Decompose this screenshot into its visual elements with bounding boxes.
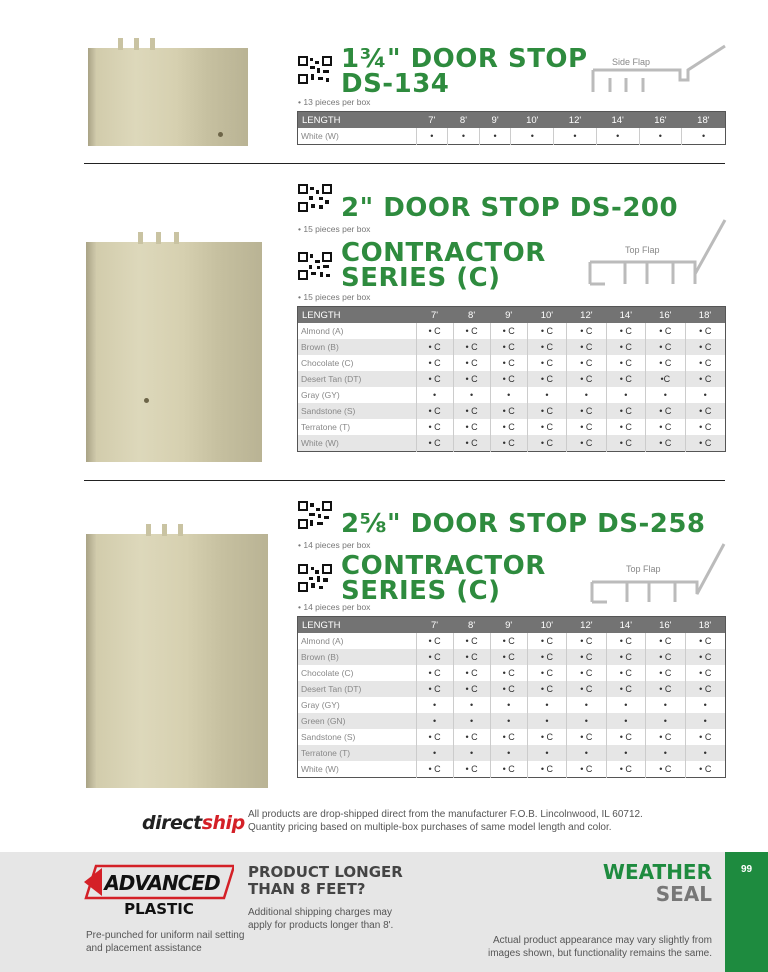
table-cell: • C	[453, 339, 490, 355]
qr-code-icon[interactable]	[298, 184, 332, 212]
table-cell: •	[527, 697, 566, 713]
logo-text: ship	[201, 812, 245, 834]
diagram-label: Side Flap	[612, 57, 651, 67]
table-cell: • C	[453, 355, 490, 371]
table-cell: • C	[527, 649, 566, 665]
table-cell: •	[682, 128, 726, 145]
column-header: 9'	[479, 112, 511, 129]
table-cell: • C	[646, 403, 685, 419]
table-cell: • C	[567, 339, 606, 355]
table-cell: • C	[490, 729, 527, 745]
table-cell: •	[567, 387, 606, 403]
table-cell: • C	[606, 371, 645, 387]
table-cell: •	[490, 697, 527, 713]
table-cell: •	[606, 713, 645, 729]
table-cell: •	[527, 387, 566, 403]
table-cell: •	[567, 697, 606, 713]
product-title	[341, 44, 588, 99]
table-cell: • C	[606, 761, 645, 778]
table-cell: • C	[606, 665, 645, 681]
title-line: SERIES (C)	[341, 576, 501, 606]
column-header: 10'	[527, 617, 566, 634]
table-cell: •	[416, 387, 453, 403]
page-number: 99	[740, 864, 753, 875]
profile-diagram-side-flap	[588, 42, 728, 96]
row-label: Desert Tan (DT)	[298, 371, 417, 387]
series-title	[341, 551, 546, 606]
table-cell: • C	[685, 419, 726, 435]
table-row	[298, 633, 726, 649]
table-cell: • C	[490, 419, 527, 435]
column-header: 12'	[567, 617, 606, 634]
table-cell: •	[567, 713, 606, 729]
row-label: Chocolate (C)	[301, 668, 354, 678]
table-cell: • C	[416, 665, 453, 681]
qr-code-icon[interactable]	[298, 56, 332, 84]
table-cell: • C	[416, 729, 453, 745]
column-header: 8'	[448, 112, 480, 129]
column-header: 9'	[490, 617, 527, 634]
table-row	[298, 681, 726, 697]
product-photo-ds-200	[86, 242, 262, 462]
section-divider	[84, 163, 725, 164]
table-cell: • C	[567, 761, 606, 778]
box-quantity-note: • 14 pieces per box	[298, 540, 371, 550]
table-cell: • C	[646, 435, 685, 452]
table-cell: •	[685, 713, 726, 729]
table-cell: • C	[416, 355, 453, 371]
table-cell: •	[646, 387, 685, 403]
title-line: CONTRACTOR	[341, 551, 546, 581]
table-cell: • C	[606, 729, 645, 745]
table-cell: • C	[567, 729, 606, 745]
table-cell: • C	[646, 355, 685, 371]
table-cell: •	[479, 128, 511, 145]
column-header: 8'	[453, 307, 490, 324]
table-cell: • C	[416, 339, 453, 355]
table-row	[298, 665, 726, 681]
table-cell: • C	[527, 355, 566, 371]
table-row	[298, 128, 726, 145]
profile-diagram-top-flap	[585, 218, 730, 290]
column-header: LENGTH	[298, 112, 417, 129]
table-cell: • C	[685, 435, 726, 452]
advanced-plastic-logo	[84, 862, 234, 920]
column-header: 16'	[639, 112, 682, 129]
row-label: White (W)	[298, 435, 417, 452]
table-row	[298, 745, 726, 761]
table-cell: • C	[490, 403, 527, 419]
row-label: Sandstone (S)	[298, 403, 417, 419]
table-cell: • C	[416, 419, 453, 435]
title-line: DS-134	[341, 69, 450, 99]
table-cell: • C	[490, 665, 527, 681]
table-cell: • C	[606, 649, 645, 665]
table-cell: • C	[646, 681, 685, 697]
table-cell: • C	[416, 403, 453, 419]
table-cell: •	[453, 745, 490, 761]
table-row	[298, 761, 726, 778]
table-row	[298, 713, 726, 729]
table-cell: • C	[646, 729, 685, 745]
table-cell: • C	[685, 681, 726, 697]
table-cell: • C	[453, 633, 490, 649]
column-header: 14'	[606, 617, 645, 634]
table-cell: • C	[453, 681, 490, 697]
table-cell: • C	[685, 403, 726, 419]
table-header-row	[298, 617, 726, 634]
row-label: Sandstone (S)	[301, 732, 356, 742]
table-cell: • C	[685, 339, 726, 355]
table-body	[298, 323, 726, 452]
row-label: Almond (A)	[301, 326, 344, 336]
box-quantity-note: • 15 pieces per box	[298, 292, 371, 302]
table-cell: • C	[490, 355, 527, 371]
table-cell: •	[490, 713, 527, 729]
series-title	[341, 238, 546, 293]
column-header: 12'	[554, 112, 597, 129]
disclaimer-text: Actual product appearance may vary slightly from images shown, but functionality remains the same.	[488, 935, 712, 959]
category-title	[560, 861, 712, 905]
table-cell: • C	[567, 371, 606, 387]
table-cell: •	[606, 697, 645, 713]
table-cell: • C	[453, 371, 490, 387]
table-cell: •	[646, 713, 685, 729]
column-header: 18'	[682, 112, 726, 129]
column-header: 16'	[646, 307, 685, 324]
table-cell: • C	[527, 403, 566, 419]
row-label: Gray (GY)	[301, 390, 340, 400]
diagram-label: Top Flap	[625, 245, 660, 255]
table-cell: •	[453, 387, 490, 403]
table-cell: • C	[490, 339, 527, 355]
table-cell: • C	[606, 323, 645, 339]
column-header: 8'	[453, 617, 490, 634]
table-cell: • C	[527, 633, 566, 649]
table-cell: • C	[685, 761, 726, 778]
table-cell: • C	[567, 633, 606, 649]
spec-table-ds-134	[297, 111, 726, 145]
table-cell: • C	[416, 761, 453, 778]
table-cell: •	[554, 128, 597, 145]
brand-name: PLASTIC	[124, 900, 194, 918]
row-label: Chocolate (C)	[301, 358, 354, 368]
table-cell: •	[606, 745, 645, 761]
column-header: 10'	[527, 307, 566, 324]
table-cell: • C	[490, 649, 527, 665]
category-line: SEAL	[655, 882, 712, 906]
table-cell: • C	[606, 419, 645, 435]
table-cell: • C	[453, 649, 490, 665]
table-cell: •	[416, 697, 453, 713]
table-row	[298, 435, 726, 452]
column-header: 18'	[685, 307, 726, 324]
table-cell: • C	[416, 371, 453, 387]
title-line: 1¾" DOOR STOP	[341, 44, 588, 74]
row-label: Brown (B)	[298, 649, 417, 665]
qr-code-icon[interactable]	[298, 501, 332, 529]
row-label: Brown (B)	[298, 339, 417, 355]
table-cell: • C	[453, 729, 490, 745]
table-cell: • C	[646, 633, 685, 649]
table-cell: • C	[606, 435, 645, 452]
table-row	[298, 339, 726, 355]
spec-table-ds-200	[297, 306, 726, 452]
table-cell: •	[596, 128, 639, 145]
promo-text: Additional shipping charges may apply for products longer than 8'.	[248, 907, 394, 931]
table-cell: • C	[567, 419, 606, 435]
table-cell: • C	[567, 435, 606, 452]
spec-table-ds-258	[297, 616, 726, 778]
table-cell: • C	[416, 435, 453, 452]
title-line: SERIES (C)	[341, 263, 501, 293]
table-cell: • C	[646, 323, 685, 339]
row-label: Green (GN)	[298, 713, 417, 729]
row-label: Desert Tan (DT)	[298, 681, 417, 697]
table-cell: •	[416, 128, 448, 145]
table-cell: • C	[453, 419, 490, 435]
table-cell: •	[490, 745, 527, 761]
table-cell: • C	[606, 339, 645, 355]
table-cell: • C	[646, 665, 685, 681]
column-header: 14'	[596, 112, 639, 129]
box-quantity-note: • 13 pieces per box	[298, 97, 371, 107]
diagram-label: Top Flap	[626, 564, 661, 574]
table-cell: • C	[527, 665, 566, 681]
table-cell: •	[646, 745, 685, 761]
table-cell: •	[646, 697, 685, 713]
table-cell: • C	[453, 403, 490, 419]
table-row	[298, 729, 726, 745]
page-tab	[725, 852, 768, 972]
pre-punched-note: Pre-punched for uniform nail setting and placement assistance	[86, 930, 245, 954]
qr-code-icon[interactable]	[298, 252, 332, 280]
table-cell: •	[416, 745, 453, 761]
table-cell: • C	[606, 681, 645, 697]
table-cell: • C	[527, 681, 566, 697]
table-cell: •	[685, 387, 726, 403]
table-row	[298, 403, 726, 419]
table-cell: • C	[416, 649, 453, 665]
product-photo-ds-258	[86, 534, 268, 788]
table-row	[298, 371, 726, 387]
table-cell: • C	[567, 649, 606, 665]
table-cell: • C	[567, 681, 606, 697]
table-cell: • C	[490, 435, 527, 452]
column-header: 7'	[416, 617, 453, 634]
row-label: Almond (A)	[301, 636, 344, 646]
table-cell: • C	[685, 729, 726, 745]
table-cell: • C	[685, 633, 726, 649]
table-cell: • C	[606, 355, 645, 371]
brand-name: ADVANCED	[104, 871, 220, 895]
column-header: LENGTH	[298, 617, 417, 634]
table-row	[298, 649, 726, 665]
table-cell: • C	[646, 649, 685, 665]
table-cell: •	[416, 713, 453, 729]
table-cell: •C	[646, 371, 685, 387]
table-cell: • C	[685, 371, 726, 387]
table-cell: •	[606, 387, 645, 403]
table-cell: • C	[527, 419, 566, 435]
product-photo-ds-134	[88, 48, 248, 146]
table-cell: •	[453, 697, 490, 713]
table-cell: • C	[527, 729, 566, 745]
promo-title: PRODUCT LONGER THAN 8 FEET?	[248, 863, 403, 898]
table-cell: • C	[685, 323, 726, 339]
profile-diagram-top-flap	[587, 540, 727, 606]
table-cell: •	[527, 745, 566, 761]
table-cell: • C	[567, 403, 606, 419]
table-cell: • C	[490, 681, 527, 697]
column-header: 9'	[490, 307, 527, 324]
table-header-row	[298, 112, 726, 129]
column-header: 7'	[416, 307, 453, 324]
table-cell: • C	[685, 649, 726, 665]
table-cell: • C	[527, 323, 566, 339]
table-row	[298, 387, 726, 403]
table-cell: •	[490, 387, 527, 403]
table-cell: • C	[490, 633, 527, 649]
logo-text: direct	[142, 812, 202, 834]
table-row	[298, 323, 726, 339]
column-header: 16'	[646, 617, 685, 634]
table-cell: • C	[453, 665, 490, 681]
category-line: WEATHER	[602, 860, 712, 884]
table-cell: • C	[416, 633, 453, 649]
column-header: 18'	[685, 617, 726, 634]
row-label: Gray (GY)	[301, 700, 340, 710]
table-cell: • C	[567, 355, 606, 371]
table-cell: • C	[453, 323, 490, 339]
table-cell: • C	[490, 371, 527, 387]
table-header-row	[298, 307, 726, 324]
table-row	[298, 697, 726, 713]
table-row	[298, 419, 726, 435]
qr-code-icon[interactable]	[298, 564, 332, 592]
table-row	[298, 355, 726, 371]
product-title: 2" DOOR STOP DS-200	[341, 193, 679, 223]
table-cell: • C	[416, 323, 453, 339]
title-line: CONTRACTOR	[341, 238, 546, 268]
table-cell: • C	[527, 339, 566, 355]
shipping-info-text: All products are drop-shipped direct from the manufacturer F.O.B. Lincolnwood, IL 60712. Quantity pricing based on multiple-box purchases of same model length and color.	[248, 809, 643, 833]
table-cell: •	[685, 745, 726, 761]
directship-logo[interactable]	[142, 812, 245, 834]
table-cell: • C	[527, 371, 566, 387]
row-label: Terratone (T)	[301, 422, 351, 432]
table-cell: • C	[685, 355, 726, 371]
table-cell: • C	[646, 419, 685, 435]
column-header: LENGTH	[298, 307, 417, 324]
box-quantity-note: • 15 pieces per box	[298, 224, 371, 234]
table-cell: •	[567, 745, 606, 761]
section-divider	[84, 480, 725, 481]
table-cell: • C	[646, 339, 685, 355]
table-cell: •	[639, 128, 682, 145]
table-cell: • C	[416, 681, 453, 697]
table-cell: • C	[527, 761, 566, 778]
column-header: 7'	[416, 112, 448, 129]
box-quantity-note: • 14 pieces per box	[298, 602, 371, 612]
row-label: Terratone (T)	[298, 745, 417, 761]
row-label: White (W)	[301, 131, 339, 141]
table-cell: • C	[453, 435, 490, 452]
table-cell: •	[448, 128, 480, 145]
column-header: 12'	[567, 307, 606, 324]
table-cell: • C	[527, 435, 566, 452]
table-cell: • C	[606, 633, 645, 649]
table-body	[298, 633, 726, 778]
table-cell: •	[453, 713, 490, 729]
table-cell: • C	[567, 323, 606, 339]
table-cell: •	[685, 697, 726, 713]
row-label: White (W)	[301, 764, 339, 774]
column-header: 10'	[511, 112, 554, 129]
column-header: 14'	[606, 307, 645, 324]
table-cell: • C	[685, 665, 726, 681]
table-cell: • C	[490, 323, 527, 339]
table-cell: • C	[490, 761, 527, 778]
table-cell: •	[527, 713, 566, 729]
table-cell: • C	[453, 761, 490, 778]
table-cell: • C	[646, 761, 685, 778]
table-cell: •	[511, 128, 554, 145]
table-cell: • C	[567, 665, 606, 681]
product-title: 2⅝" DOOR STOP DS-258	[341, 509, 706, 539]
table-cell: • C	[606, 403, 645, 419]
